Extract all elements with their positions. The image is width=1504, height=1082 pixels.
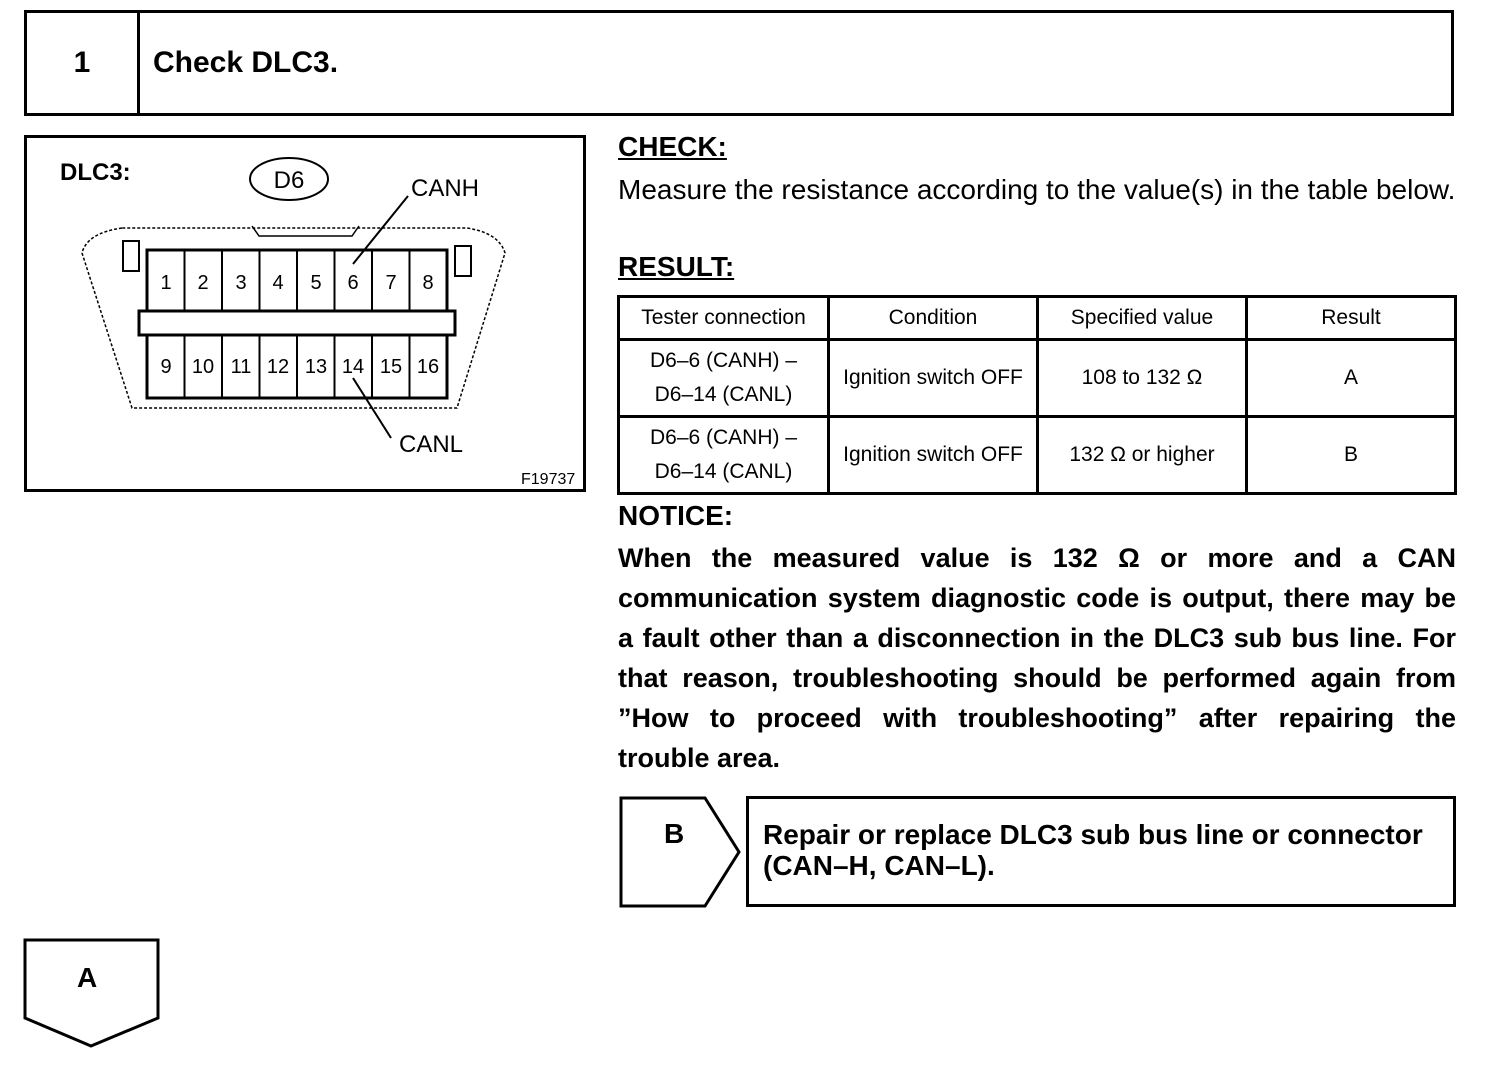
pin-label: 14 [341,356,365,378]
pin-label: 4 [272,272,284,294]
result-a-arrow [23,938,161,1050]
canh-label: CANH [411,175,480,202]
connection-line-2: D6–14 (CANL) [654,383,793,406]
table-header-row [619,297,1456,340]
table-cell-condition: Ignition switch OFF [829,417,1038,494]
left-latch [123,241,139,271]
pin-label: 12 [266,356,290,378]
center-key-bar [139,311,455,335]
result-heading: RESULT: [618,251,735,282]
table-cell-connection [619,340,829,417]
check-text: Measure the resistance according to the value(s) in the table below. [618,174,1456,205]
connector-code: D6 [273,167,305,194]
connection-line-1: D6–6 (CANH) – [649,349,798,372]
pin-label: 6 [347,272,359,294]
table-header-cell: Condition [829,297,1038,340]
table-cell-value: 108 to 132 Ω [1038,340,1247,417]
pin-label: 10 [191,356,215,378]
pin-label: 1 [160,272,172,294]
repair-action-text: Repair or replace DLC3 sub bus line or connector (CAN–H, CAN–L). [763,819,1423,881]
table-cell-connection [619,417,829,494]
result-table [617,295,1457,495]
table-header-cell: Tester connection [619,297,829,340]
pin-label: 13 [304,356,328,378]
pin-label: 7 [385,272,397,294]
pin-label: 9 [160,356,172,378]
table-row [619,340,1456,417]
table-row [619,417,1456,494]
table-cell-result: A [1247,340,1456,417]
pin-label: 2 [197,272,209,294]
result-b-label: B [664,818,685,849]
pin-label: 16 [416,356,440,378]
check-heading: CHECK: [618,131,727,162]
step-title: Check DLC3. [153,46,339,79]
connection-line-1: D6–6 (CANH) – [649,426,798,449]
dlc3-diagram [24,135,586,492]
table-cell-condition: Ignition switch OFF [829,340,1038,417]
pin-label: 3 [235,272,247,294]
pin-label: 11 [230,356,252,378]
table-header-cell: Result [1247,297,1456,340]
canl-label: CANL [399,431,464,458]
table-cell-result: B [1247,417,1456,494]
notice-text: When the measured value is 132 Ω or more and a CAN communication system diagnostic code is output, there may be a fault other than a disconnection in the DLC3 sub bus line. For that reason, troubleshooting should be performed again from ”How to proceed with troubleshooting” after repairing the trouble area. [618,543,1456,773]
step-header [24,10,1454,116]
result-a-label: A [77,962,98,993]
notice-heading: NOTICE: [618,500,734,531]
pin-label: 15 [379,356,403,378]
table-cell-value: 132 Ω or higher [1038,417,1247,494]
right-latch [455,246,471,276]
result-b-arrow [619,796,743,908]
pin-label: 8 [422,272,434,294]
pin-label: 5 [310,272,322,294]
repair-action-box [746,796,1456,907]
figure-id: F19737 [521,471,576,488]
connection-line-2: D6–14 (CANL) [654,460,793,483]
table-header-cell: Specified value [1038,297,1247,340]
step-number: 1 [27,13,140,113]
dlc3-connector-figure [27,138,583,489]
connector-label: DLC3: [60,159,131,186]
